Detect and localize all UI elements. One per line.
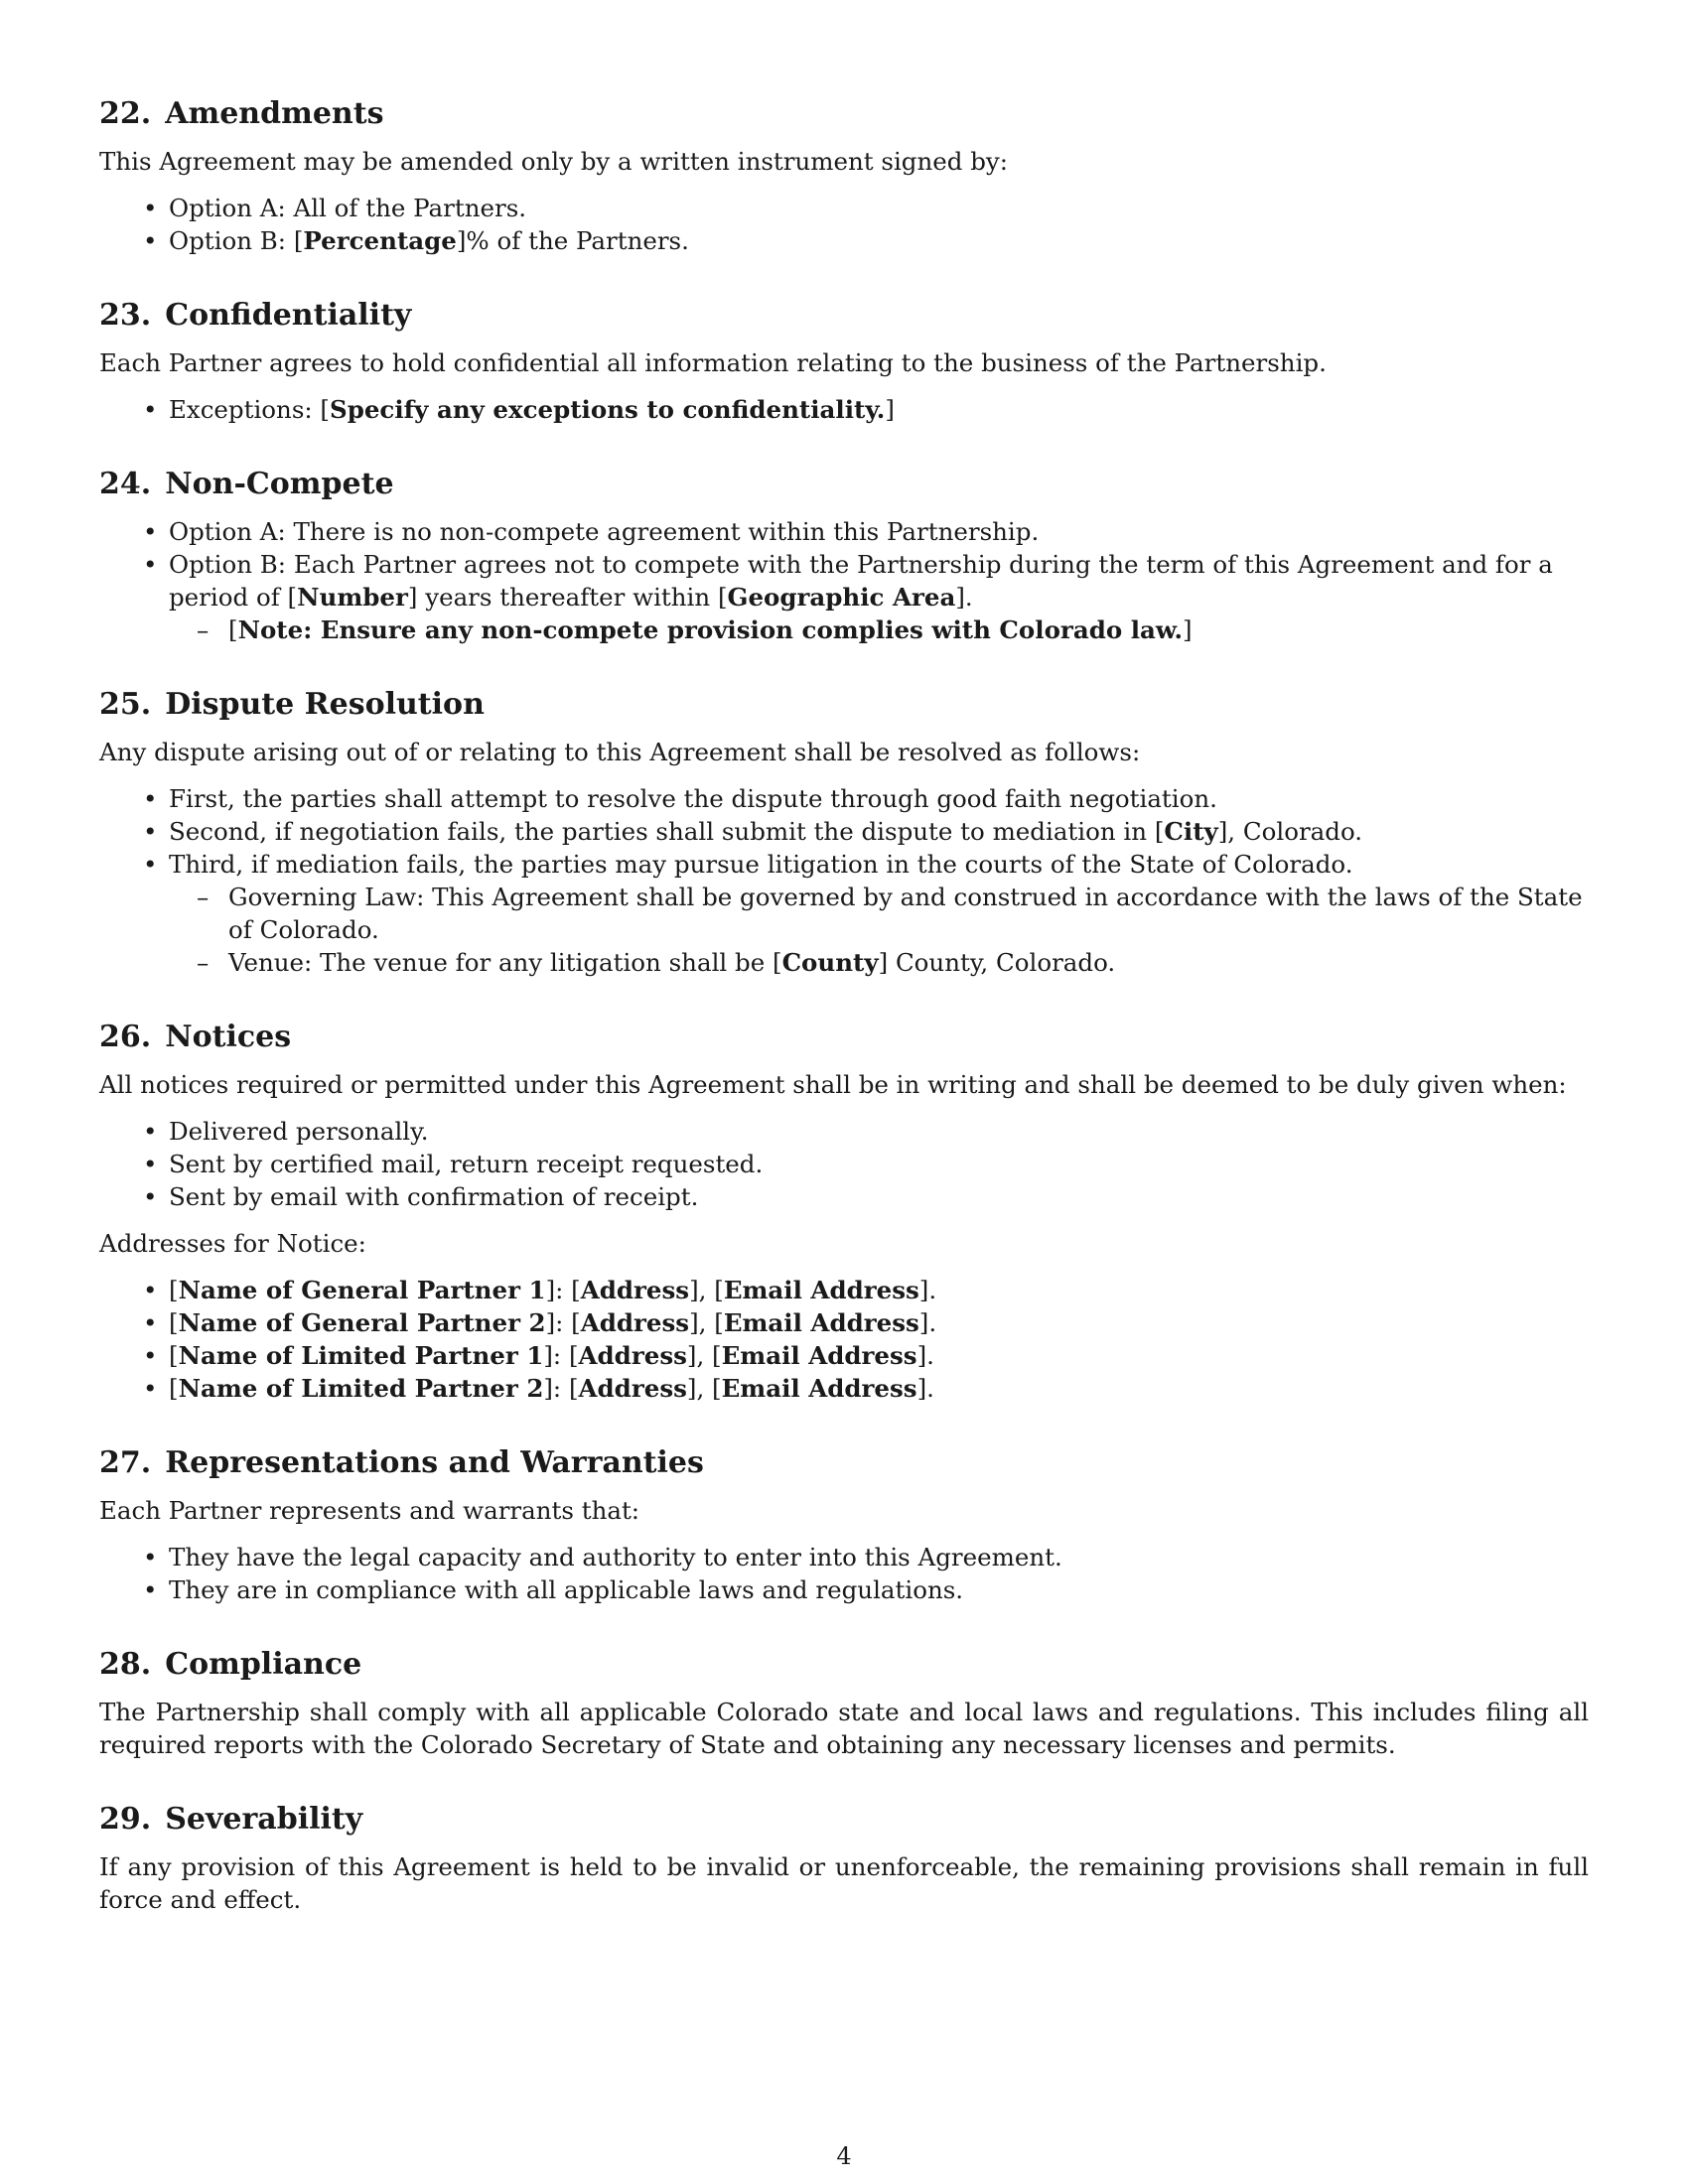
section-22 (99, 95, 1589, 257)
list-item (169, 1541, 1589, 1573)
addresses-label: Addresses for Notice: (99, 1229, 366, 1258)
section-26 (99, 1019, 1589, 1405)
list-item (169, 815, 1589, 848)
text-run: ], Colorado. (1217, 817, 1363, 846)
text-run: First, the parties shall attempt to resolve the dispute through good faith negotiation. (169, 784, 1217, 813)
section-paragraph: This Agreement may be amended only by a written instrument signed by: (99, 147, 1009, 176)
section-27 (99, 1444, 1589, 1606)
bullet-list (99, 192, 1589, 257)
placeholder-field: Geographic Area (727, 583, 956, 612)
section-heading (99, 466, 1589, 503)
text-run: Option B: [ (169, 226, 304, 255)
section-number: 24. (99, 467, 152, 501)
list-item (169, 515, 1589, 548)
bullet-list (99, 1274, 1589, 1405)
section-title: Dispute Resolution (165, 687, 485, 722)
section-heading (99, 1801, 1589, 1839)
section-number: 27. (99, 1445, 152, 1480)
list-item (169, 848, 1589, 979)
section-paragraph: Each Partner agrees to hold confidential all information relating to the business of the Partnership. (99, 348, 1327, 377)
placeholder-field: County (781, 948, 879, 977)
placeholder-field: Specify any exceptions to confidentiality. (330, 395, 886, 424)
text-run: Option B: Each Partner agrees not to compete with the Partnership during the term of this Agreement and for a period of [ (169, 550, 1553, 612)
section-paragraph: The Partnership shall comply with all applicable Colorado state and local laws and regulations. This includes filing all required reports with the Colorado Secretary of State and obtaining any necessary licenses and permits. (99, 1698, 1589, 1759)
placeholder-field: Address (578, 1341, 687, 1370)
section-number: 25. (99, 687, 152, 722)
placeholder-field: Name of General Partner 1 (178, 1276, 546, 1304)
text-run: Delivered personally. (169, 1117, 429, 1146)
section-28 (99, 1646, 1589, 1761)
section-heading (99, 95, 1589, 133)
text-run: Sent by email with confirmation of receipt. (169, 1182, 699, 1211)
text-run: Venue: The venue for any litigation shall be [ (228, 948, 782, 977)
section-paragraph: Any dispute arising out of or relating to this Agreement shall be resolved as follows: (99, 738, 1141, 766)
section-title: Compliance (165, 1647, 362, 1682)
section-heading (99, 1444, 1589, 1482)
list-item (169, 1372, 1589, 1405)
list-item (169, 1274, 1589, 1306)
sub-list-item (228, 946, 1589, 979)
section-paragraph: Each Partner represents and warrants that: (99, 1496, 640, 1525)
text-run: They have the legal capacity and authority to enter into this Agreement. (169, 1543, 1062, 1571)
section-title: Notices (165, 1020, 292, 1054)
bullet-list (99, 782, 1589, 979)
section-title: Representations and Warranties (165, 1445, 704, 1480)
placeholder-field: City (1164, 817, 1218, 846)
text-run: Third, if mediation fails, the parties may pursue litigation in the courts of the State of Colorado. (169, 850, 1353, 879)
text-run: ]% of the Partners. (456, 226, 689, 255)
placeholder-field: Name of Limited Partner 2 (178, 1374, 544, 1403)
text-run: ], [ (689, 1276, 724, 1304)
bullet-list (99, 1541, 1589, 1606)
text-run: ], [ (686, 1341, 722, 1370)
text-run: ] (1183, 615, 1193, 644)
text-run: Sent by certified mail, return receipt requested. (169, 1150, 764, 1178)
placeholder-field: Name of General Partner 2 (178, 1308, 546, 1337)
list-item (169, 1180, 1589, 1213)
list-item (169, 1573, 1589, 1606)
text-run: Governing Law: This Agreement shall be governed by and construed in accordance with the laws of the State of Colorado. (228, 883, 1583, 944)
list-item (169, 1339, 1589, 1372)
text-run: ]: [ (545, 1276, 581, 1304)
text-run: ] years thereafter within [ (407, 583, 728, 612)
text-run: ]: [ (545, 1308, 581, 1337)
section-heading (99, 1646, 1589, 1684)
sub-list-item (228, 881, 1589, 946)
placeholder-field: Email Address (721, 1374, 917, 1403)
text-run: ], [ (689, 1308, 724, 1337)
placeholder-field: Address (580, 1276, 690, 1304)
section-number: 23. (99, 298, 152, 333)
section-paragraph: If any provision of this Agreement is held to be invalid or unenforceable, the remaining provisions shall remain in full force and effect. (99, 1852, 1589, 1914)
text-run: ] (885, 395, 895, 424)
list-item (169, 1148, 1589, 1180)
section-24 (99, 466, 1589, 646)
text-run: [ (169, 1308, 179, 1337)
text-run: Exceptions: [ (169, 395, 330, 424)
section-title: Severability (165, 1802, 363, 1837)
section-number: 26. (99, 1020, 152, 1054)
bullet-list (99, 393, 1589, 426)
text-run: [ (169, 1341, 179, 1370)
sub-list (169, 881, 1589, 979)
list-item (169, 1115, 1589, 1148)
page-number: 4 (836, 2142, 852, 2170)
section-number: 22. (99, 96, 152, 131)
list-item (169, 548, 1589, 646)
text-run: [ (169, 1276, 179, 1304)
list-item (169, 192, 1589, 224)
text-run: Second, if negotiation fails, the parties shall submit the dispute to mediation in [ (169, 817, 1165, 846)
section-23 (99, 297, 1589, 426)
text-run: [ (228, 615, 238, 644)
section-heading (99, 1019, 1589, 1056)
list-item (169, 393, 1589, 426)
text-run: ]. (955, 583, 973, 612)
text-run: [ (169, 1374, 179, 1403)
placeholder-field: Email Address (723, 1276, 919, 1304)
text-run: ]. (918, 1276, 937, 1304)
section-heading (99, 297, 1589, 335)
sub-list-item (228, 614, 1589, 646)
bullet-list (99, 515, 1589, 646)
text-run: ]. (916, 1341, 934, 1370)
text-run: ] County, Colorado. (878, 948, 1116, 977)
placeholder-field: Note: Ensure any non-compete provision complies with Colorado law. (237, 615, 1184, 644)
placeholder-field: Email Address (723, 1308, 919, 1337)
text-run: ]: [ (543, 1374, 579, 1403)
section-title: Confidentiality (165, 298, 412, 333)
placeholder-field: Email Address (721, 1341, 917, 1370)
list-item (169, 782, 1589, 815)
section-heading (99, 686, 1589, 724)
placeholder-field: Address (580, 1308, 690, 1337)
section-title: Amendments (165, 96, 384, 131)
document-page (99, 95, 1589, 1956)
section-number: 28. (99, 1647, 152, 1682)
text-run: Option A: There is no non-compete agreement within this Partnership. (169, 517, 1040, 546)
section-title: Non-Compete (165, 467, 394, 501)
placeholder-field: Address (578, 1374, 687, 1403)
text-run: ], [ (686, 1374, 722, 1403)
section-paragraph: All notices required or permitted under this Agreement shall be in writing and shall be deemed to be duly given when: (99, 1070, 1567, 1099)
text-run: They are in compliance with all applicable laws and regulations. (169, 1575, 964, 1604)
bullet-list (99, 1115, 1589, 1213)
text-run: ]. (918, 1308, 937, 1337)
text-run: Option A: All of the Partners. (169, 194, 527, 222)
placeholder-field: Number (297, 583, 408, 612)
section-number: 29. (99, 1802, 152, 1837)
section-25 (99, 686, 1589, 979)
text-run: ]: [ (543, 1341, 579, 1370)
placeholder-field: Name of Limited Partner 1 (178, 1341, 544, 1370)
list-item (169, 1306, 1589, 1339)
sub-list (169, 614, 1589, 646)
list-item (169, 224, 1589, 257)
text-run: ]. (916, 1374, 934, 1403)
section-29 (99, 1801, 1589, 1916)
placeholder-field: Percentage (303, 226, 457, 255)
